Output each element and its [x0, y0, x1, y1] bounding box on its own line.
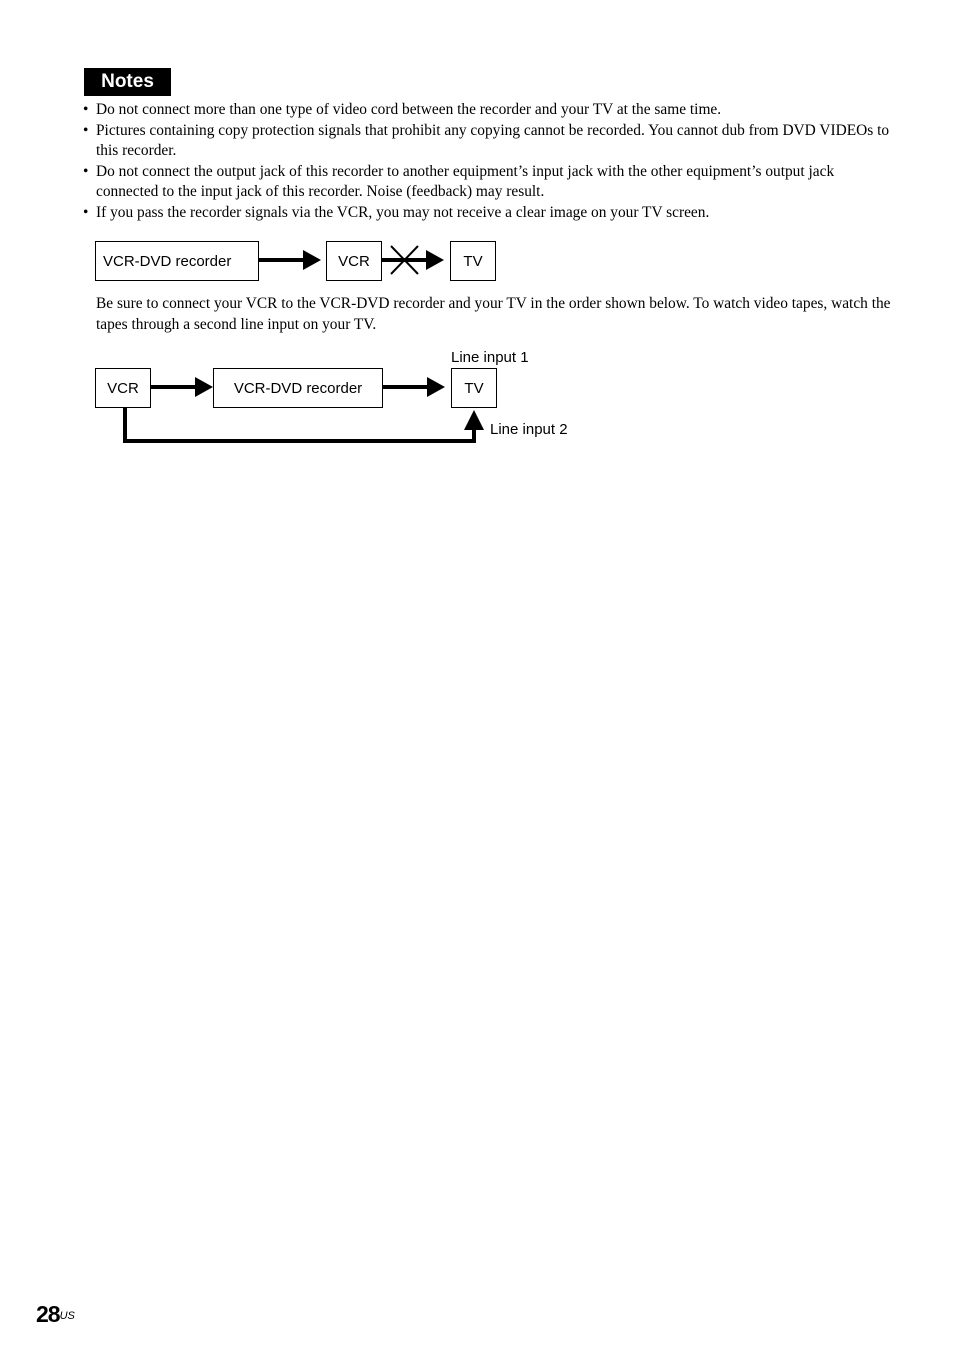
arrow-vcr-to-recorder [151, 377, 213, 397]
note-text: Do not connect the output jack of this recorder to another equipment’s input jack with the other equipment’s output jack connected to the input jack of this recorder. Noise (feedback) may result. [96, 162, 835, 200]
tv-box-label: TV [464, 380, 484, 397]
arrow-vcr-to-tv-line-input-2 [125, 408, 484, 441]
correct-connection-diagram [0, 0, 954, 460]
page-number [36, 1300, 75, 1328]
arrow-recorder-to-tv [383, 377, 445, 397]
line-input-1-label: Line input 1 [451, 349, 529, 366]
notes-heading: Notes [84, 68, 171, 96]
note-text: Do not connect more than one type of video cord between the recorder and your TV at the same time. [96, 101, 722, 118]
tv-box-label: TV [463, 253, 483, 270]
line-input-2-label: Line input 2 [490, 421, 568, 438]
bullet: • [83, 121, 89, 139]
page-number-value: 28 [36, 1301, 60, 1327]
bullet: • [83, 101, 89, 118]
note-text: Pictures containing copy protection signals that prohibit any copying cannot be recorded. You cannot dub from DVD VIDEOs to this recorder. [96, 121, 890, 159]
bullet: • [83, 162, 89, 180]
connection-instructions: Be sure to connect your VCR to the VCR-DVD recorder and your TV in the order shown below. To watch video tapes, watch the tapes through a second line input on your TV. [96, 295, 891, 333]
vcr-box-label: VCR [338, 253, 370, 270]
vcr-box-label: VCR [107, 380, 139, 397]
note-text: If you pass the recorder signals via the VCR, you may not receive a clear image on your TV screen. [96, 203, 710, 221]
recorder-box-label: VCR-DVD recorder [103, 253, 232, 270]
page-region-code: US [59, 1310, 75, 1322]
recorder-box-label: VCR-DVD recorder [233, 380, 363, 397]
bullet: • [83, 203, 89, 221]
